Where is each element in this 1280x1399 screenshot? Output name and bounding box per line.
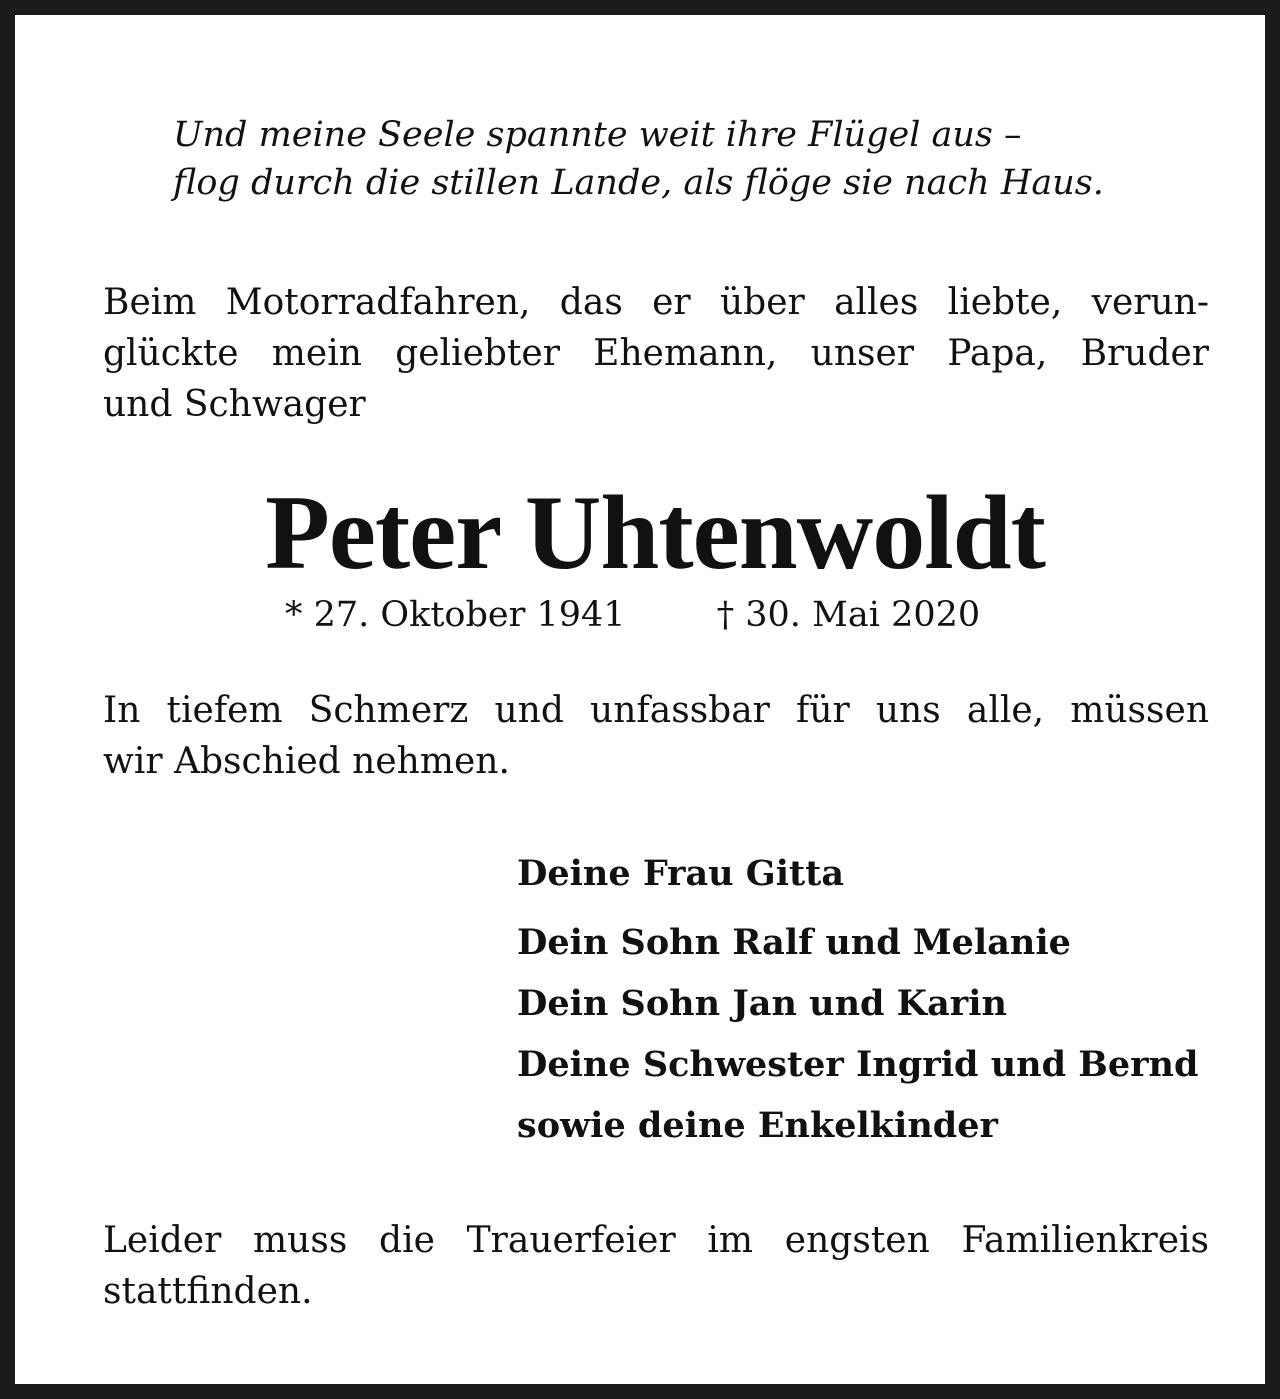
closing-line-2: stattfinden. <box>103 1271 313 1312</box>
mourner-row: sowie deine Enkelkinder <box>517 1105 998 1146</box>
memorial-verse <box>173 111 1104 207</box>
closing-line-1: Leider muss die Trauerfeier im engsten Familienkreis <box>103 1220 1209 1261</box>
intro-line-1: Beim Motorradfahren, das er über alles liebte, verun- <box>103 282 1209 323</box>
mourner-row: Dein Sohn Ralf und Melanie <box>517 922 1071 963</box>
life-dates <box>285 591 980 639</box>
grief-line-1: In tiefem Schmerz und unfassbar für uns alle, müssen <box>103 690 1209 731</box>
grief-paragraph <box>103 685 1209 787</box>
deceased-name: Peter Uhtenwoldt <box>265 474 1045 591</box>
death-date: † 30. Mai 2020 <box>716 595 981 635</box>
mourner-row: Dein Sohn Jan und Karin <box>517 983 1007 1024</box>
mourners-signature <box>517 843 1198 1156</box>
closing-paragraph <box>103 1215 1209 1317</box>
mourner-spouse: Deine Frau Gitta <box>517 853 844 894</box>
grief-line-2: wir Abschied nehmen. <box>103 741 510 782</box>
intro-line-2: glückte mein geliebter Ehemann, unser Papa, Bruder <box>103 333 1209 374</box>
birth-date: * 27. Oktober 1941 <box>285 595 626 635</box>
verse-line-2: flog durch die stillen Lande, als flöge sie nach Haus. <box>173 163 1104 203</box>
intro-line-3: und Schwager <box>103 384 366 425</box>
intro-paragraph <box>103 277 1209 430</box>
mourner-row: Deine Schwester Ingrid und Bernd <box>517 1044 1199 1085</box>
verse-line-1: Und meine Seele spannte weit ihre Flügel aus – <box>173 115 1022 155</box>
